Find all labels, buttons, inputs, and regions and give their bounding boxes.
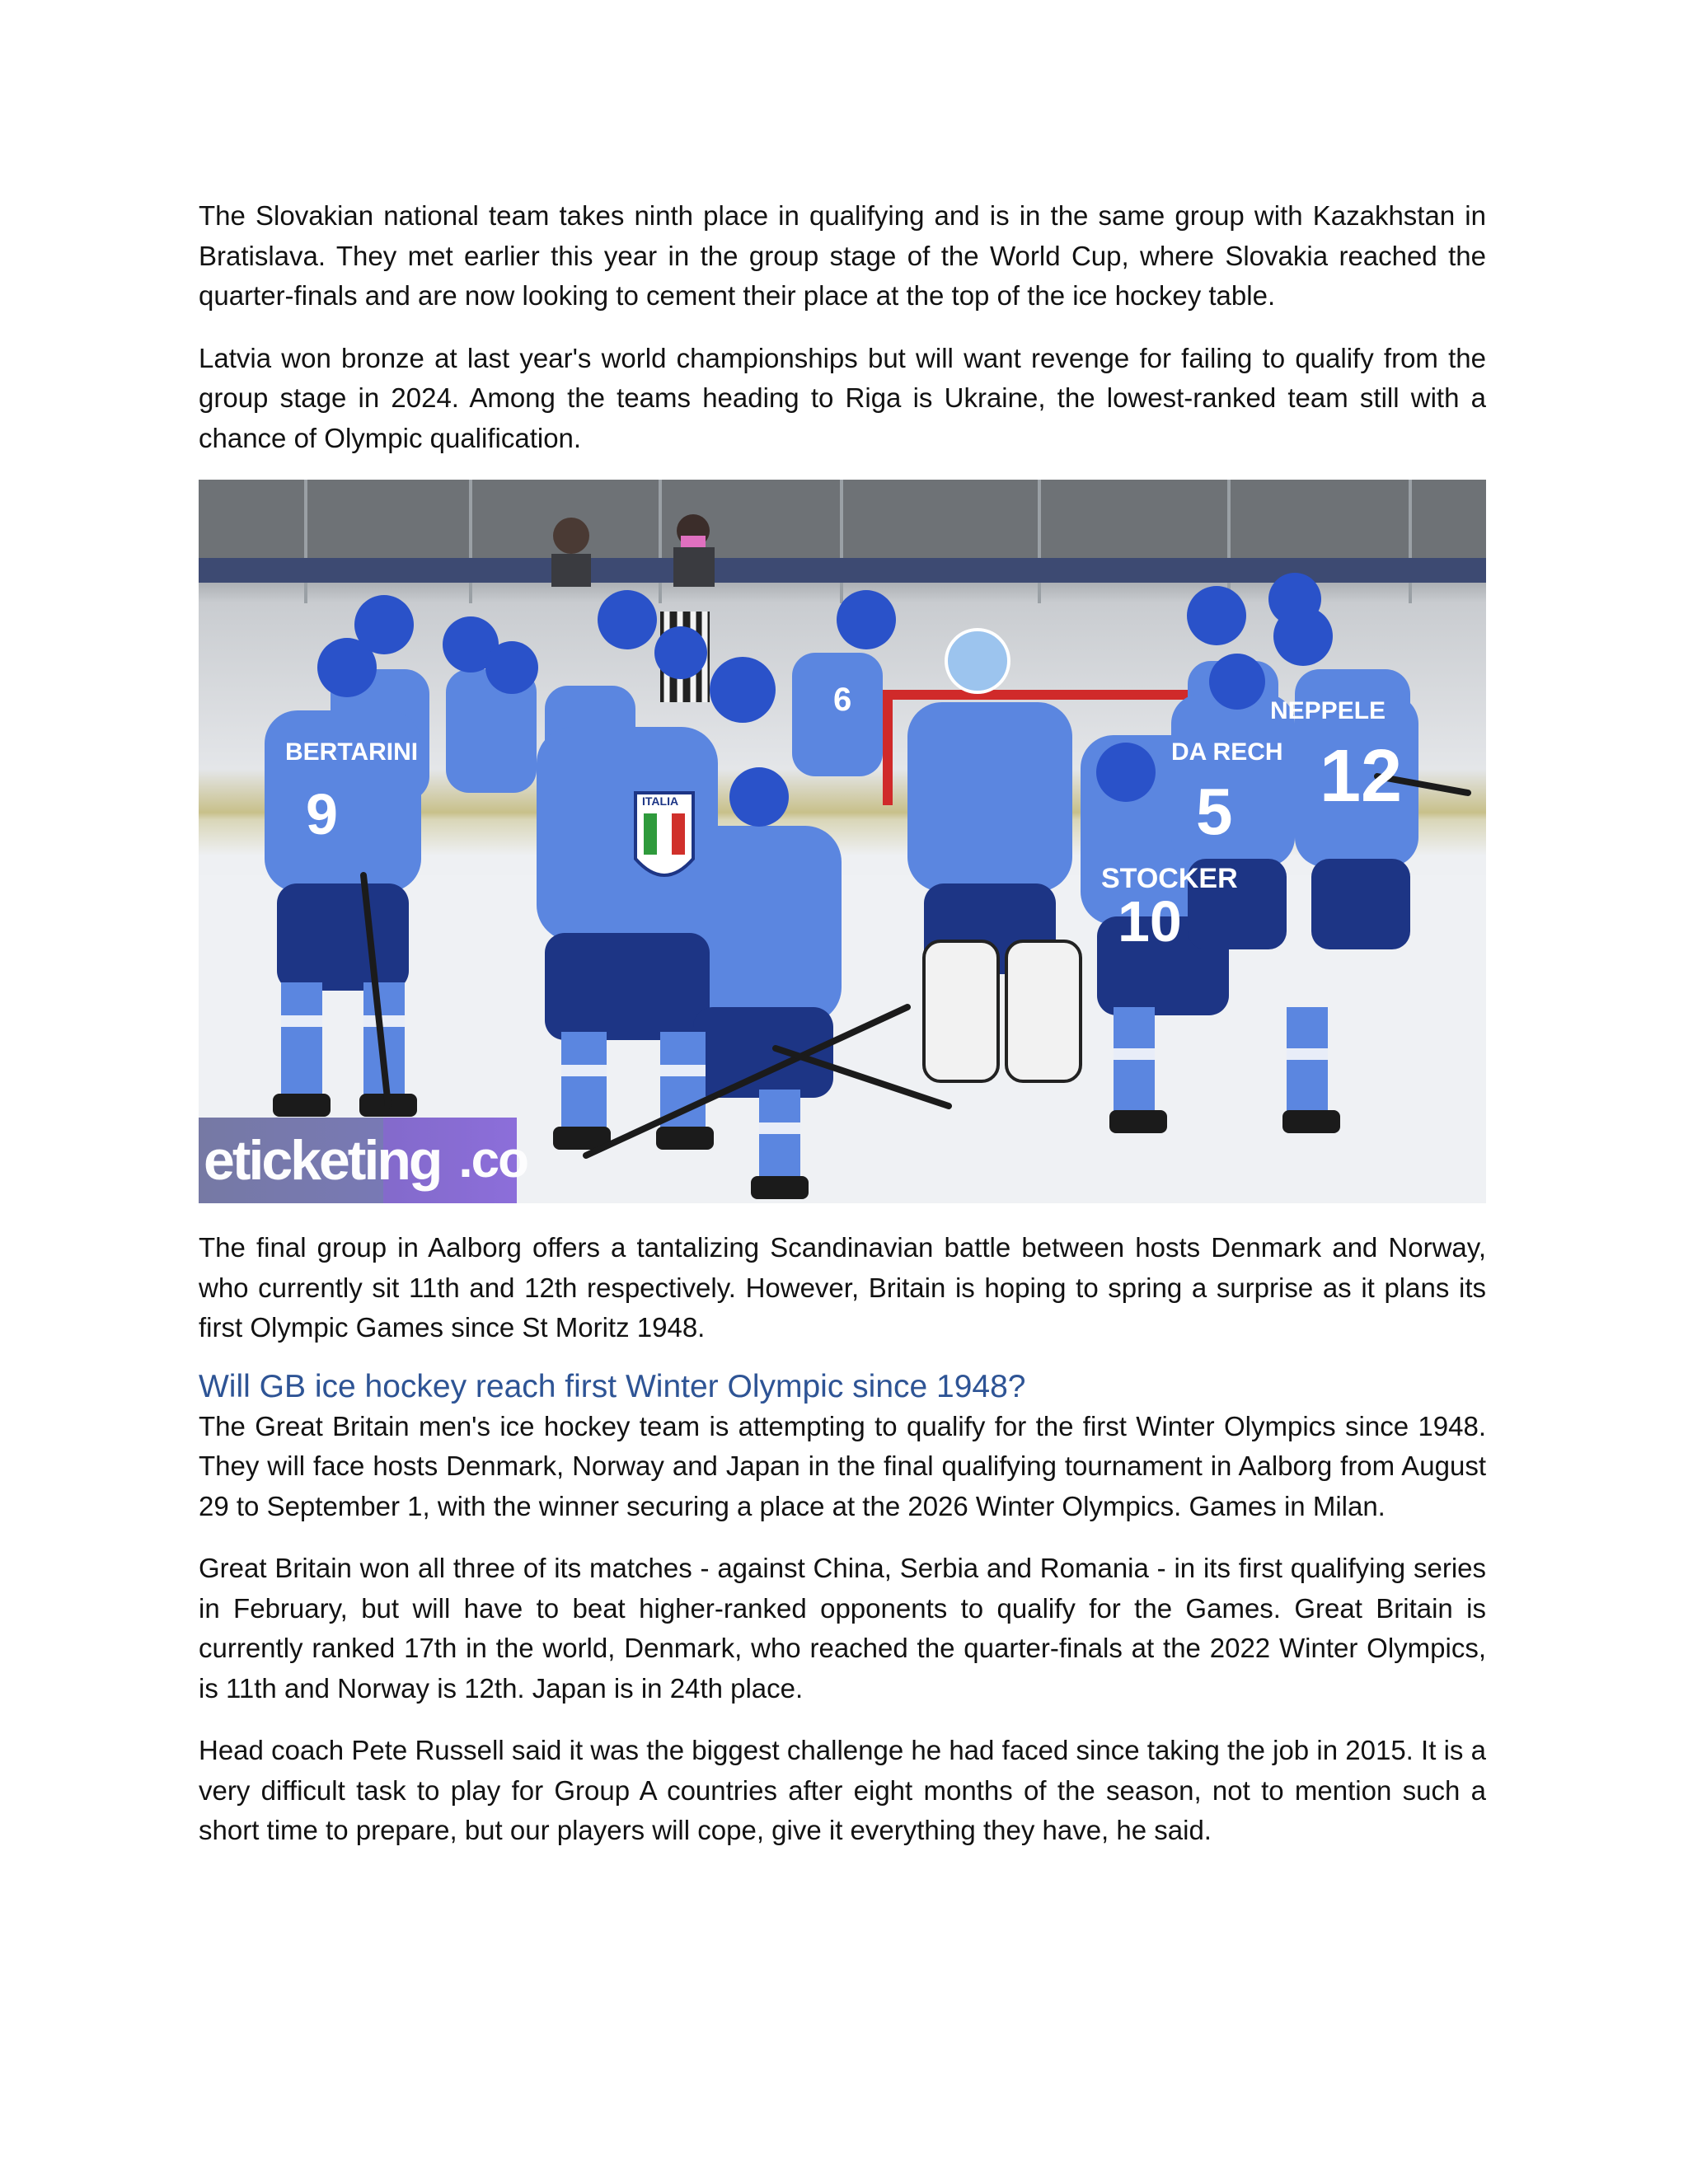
paragraph-aalborg: The final group in Aalborg offers a tantalizing Scandinavian battle between hosts Denmark and Norway, who currently sit 11th and 12th respectively. However, Britain is hoping to spring a surprise as it plans its first Olympic Games since St Moritz 1948. [199, 1232, 1486, 1343]
jersey-name-1: BERTARINI [285, 738, 419, 766]
jersey-number-1: 9 [306, 782, 338, 846]
crest-text: ITALIA [642, 794, 679, 808]
paragraph-coach-quote: Head coach Pete Russell said it was the biggest challenge he had faced since taking the job in 2015. It is a very difficult task to play for Group A countries after eight months of the season, not to mention such a short time to prepare, but our players will cope, give it everything they have, he said. [199, 1735, 1486, 1845]
jersey-number-5: 6 [833, 682, 852, 718]
jersey-name-2: STOCKER [1101, 863, 1238, 894]
paragraph-latvia: Latvia won bronze at last year's world championships but will want revenge for failing to qualify from the group stage in 2024. Among the teams heading to Riga is Ukraine, the lowest-ranked team still with a chance of Olympic qualification. [199, 342, 1486, 453]
jersey-number-2: 10 [1118, 889, 1182, 954]
watermark-main-text: eticketing [204, 1129, 441, 1192]
section-heading: Will GB ice hockey reach first Winter Olympic since 1948? [199, 1368, 1026, 1404]
jersey-number-4: 5 [1196, 775, 1233, 848]
paragraph-gb-results: Great Britain won all three of its matches - against China, Serbia and Romania - in its first qualifying series in February, but will have to beat higher-ranked opponents to qualify for the Games. Great Britain is currently ranked 17th in the world, Denmark, who reached the quarter-finals at the 2022 Winter Olympics, is 11th and Norway is 12th. Japan is in 24th place. [199, 1553, 1486, 1704]
article-page [199, 196, 1486, 1873]
paragraph-slovakia: The Slovakian national team takes ninth place in qualifying and is in the same group with Kazakhstan in Bratislava. They met earlier this year in the group stage of the World Cup, where Slovakia reached the quarter-finals and are now looking to cement their place at the top of the ice hockey table. [199, 200, 1486, 311]
paragraph-gb-qualify: The Great Britain men's ice hockey team is attempting to qualify for the first Winter Olympics since 1948. They will face hosts Denmark, Norway and Japan in the final qualifying tournament in Aalborg from August 29 to September 1, with the winner securing a place at the 2026 Winter Olympics. Games in Milan. [199, 1410, 1486, 1521]
watermark-tail-text: .co [458, 1132, 528, 1188]
hockey-team-photo [199, 480, 1486, 1203]
jersey-number-3: 12 [1320, 735, 1403, 818]
jersey-name-4: DA RECH [1171, 738, 1283, 766]
photo-illustration [199, 480, 1486, 1203]
jersey-name-3: NEPPELE [1270, 697, 1386, 724]
eticketing-watermark [199, 1118, 528, 1203]
